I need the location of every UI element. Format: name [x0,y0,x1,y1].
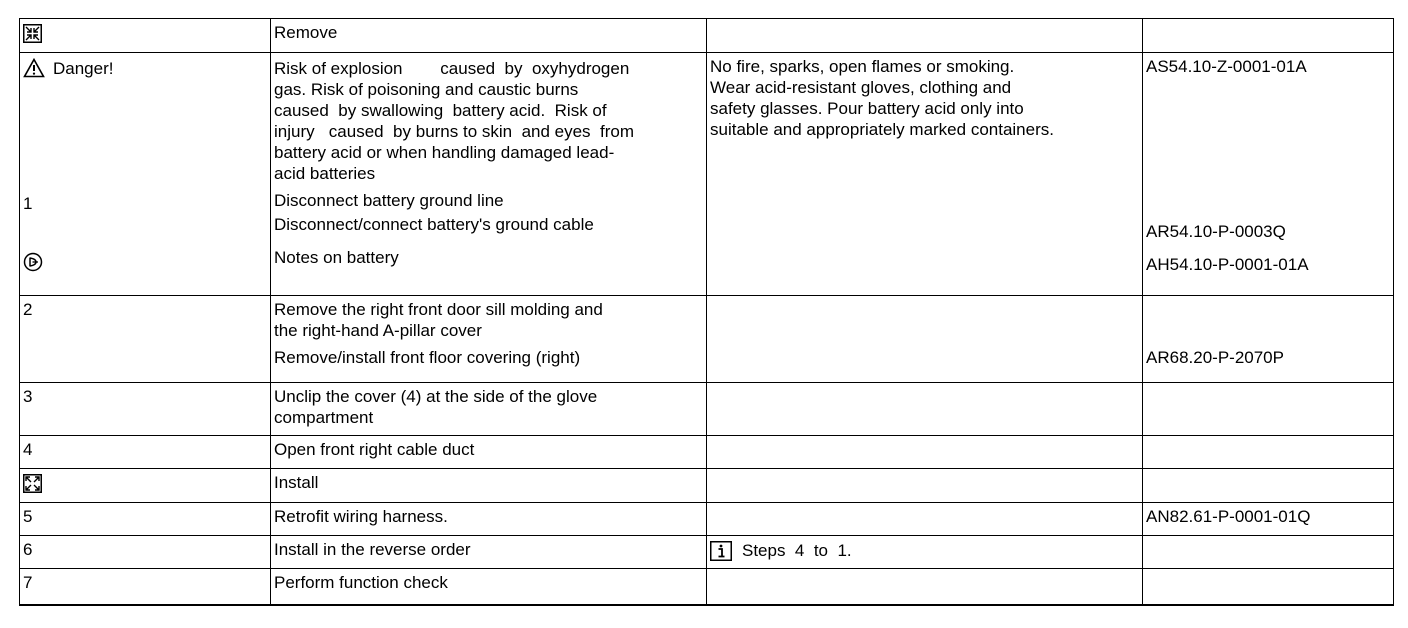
danger-text: Risk of explosion caused by oxyhydrogen gas. Risk of poisoning and caustic burns caused by swallowing battery acid. Risk of injury caused by burns to skin and eyes from battery acid or when handling damaged lead- acid batteries [274,59,635,183]
warning-triangle-icon [23,58,45,78]
note-cell [707,383,1143,436]
step-number: 1 [23,194,33,213]
step-cell [20,469,271,503]
step-cell [20,53,271,296]
ref-cell [1143,296,1394,383]
procedure-table [19,18,1394,606]
remove-icon [23,24,42,43]
action-cell [271,536,707,569]
step-number: 4 [23,440,33,459]
action-cell [271,436,707,469]
action-cell: Remove the right front door sill molding and the right-hand A-pillar cover Remove/install front floor covering (right) [271,296,707,383]
ref-cell [1143,469,1394,503]
step-number: 6 [23,540,33,559]
table-row [20,296,1394,383]
step-number: 3 [23,387,33,406]
note-cell [707,536,1143,569]
step-cell [20,436,271,469]
ref-cell [1143,536,1394,569]
action-text: Perform function check [274,573,448,592]
action-cell: Unclip the cover (4) at the side of the glove compartment [271,383,707,436]
step-cell [20,383,271,436]
action-cell [271,53,707,296]
danger-label: Danger! [53,58,114,78]
ref-link[interactable]: AN82.61-P-0001-01Q [1146,507,1311,526]
action-text: Remove/install front floor covering (right) [274,348,581,367]
note-cell [707,19,1143,53]
step-number: 7 [23,573,33,592]
ref-cell [1143,53,1394,296]
note-cell [707,436,1143,469]
table-row [20,436,1394,469]
note-cell [707,53,1143,296]
action-cell [271,569,707,605]
action-cell [271,503,707,536]
step-number: 2 [23,300,33,319]
note-cell [707,296,1143,383]
table-row [20,503,1394,536]
info-icon [710,541,732,561]
step-number: 5 [23,507,33,526]
action-text: Remove [274,23,338,42]
safety-note: No fire, sparks, open flames or smoking. Wear acid-resistant gloves, clothing and safety glasses. Pour battery acid only into suitable and appropriately marked containers. [710,57,1054,139]
note-text: Steps 4 to 1. [742,541,852,560]
ref-link[interactable]: AS54.10-Z-0001-01A [1146,57,1307,76]
action-text: Install in the reverse order [274,540,471,559]
install-icon [23,474,42,493]
table-row [20,469,1394,503]
ref-cell [1143,569,1394,605]
action-text: Retrofit wiring harness. [274,507,448,526]
step-cell [20,536,271,569]
ref-cell [1143,503,1394,536]
ref-cell [1143,436,1394,469]
table-row [20,383,1394,436]
notes-icon [23,252,43,272]
action-text: Install [274,473,319,492]
table-row [20,569,1394,605]
step-cell [20,19,271,53]
action-text: Disconnect battery ground line [274,191,504,210]
ref-link[interactable]: AR68.20-P-2070P [1146,348,1284,367]
action-cell [271,19,707,53]
note-cell [707,503,1143,536]
note-cell [707,469,1143,503]
ref-cell [1143,19,1394,53]
ref-cell [1143,383,1394,436]
ref-link[interactable]: AH54.10-P-0001-01A [1146,255,1309,274]
action-text: Notes on battery [274,248,399,267]
action-cell [271,469,707,503]
table-row [20,53,1394,296]
note-cell [707,569,1143,605]
step-cell [20,296,271,383]
step-cell [20,503,271,536]
action-text: Open front right cable duct [274,440,475,459]
ref-link[interactable]: AR54.10-P-0003Q [1146,222,1286,241]
table-row [20,19,1394,53]
step-cell [20,569,271,605]
action-text: Disconnect/connect battery's ground cable [274,215,594,234]
table-row [20,536,1394,569]
